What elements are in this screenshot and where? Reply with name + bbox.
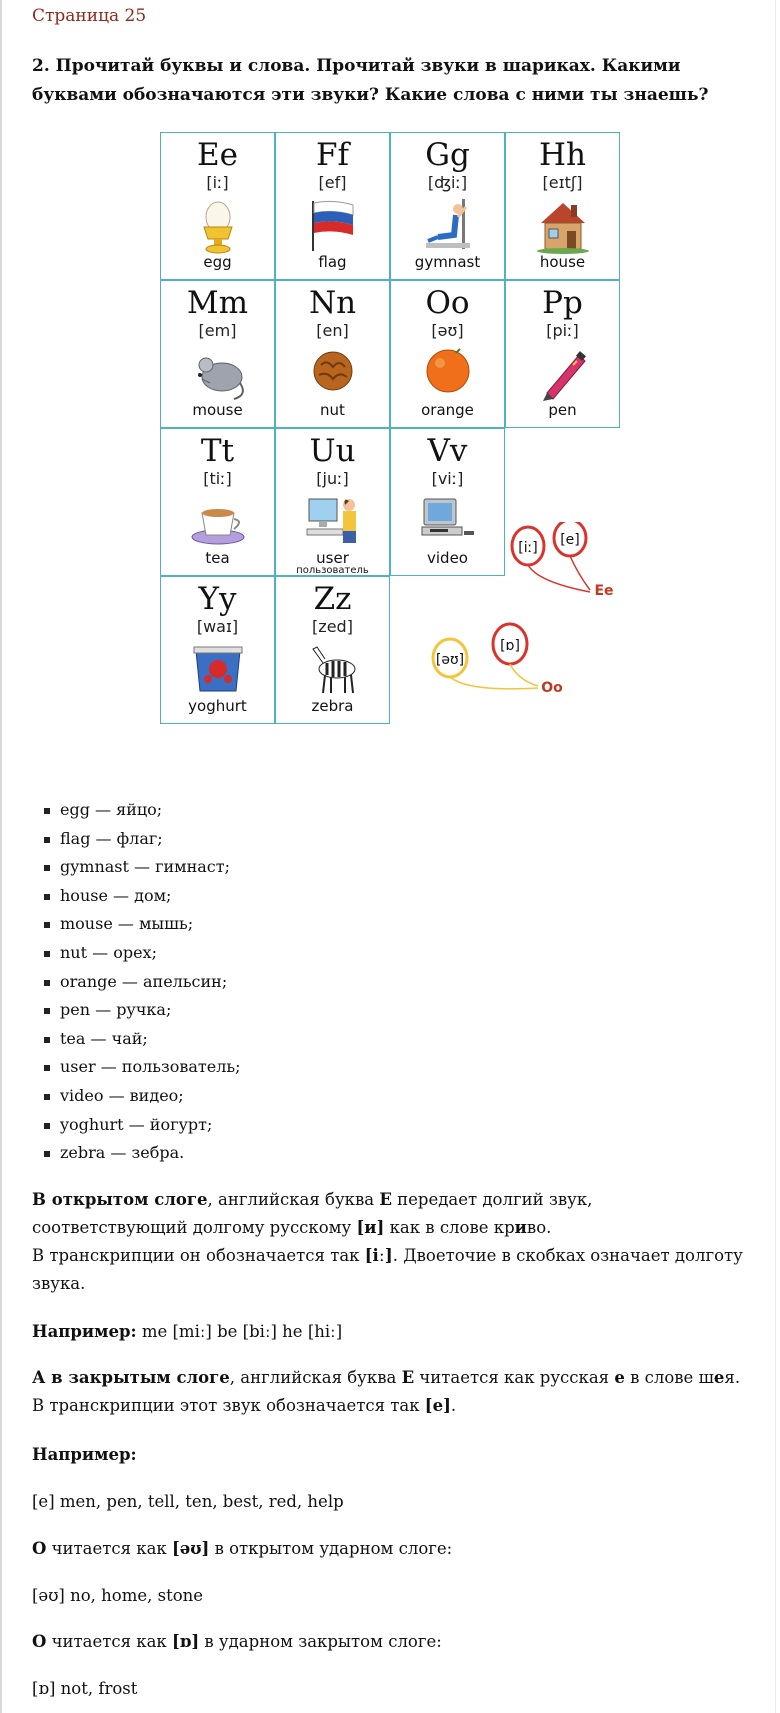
egg-icon (161, 197, 274, 255)
card-word: user (316, 549, 349, 567)
card-m (160, 280, 275, 428)
house-icon (506, 197, 619, 255)
card-word: yoghurt (188, 697, 247, 715)
list-item: nut — орех; (32, 939, 732, 968)
list-item: house — дом; (32, 882, 732, 911)
card-f (275, 132, 390, 280)
list-item: video — видео; (32, 1082, 732, 1111)
card-word: zebra (311, 697, 354, 715)
card-sound: [piː] (546, 321, 579, 340)
card-letters: Nn (308, 285, 357, 321)
mouse-icon (161, 345, 274, 403)
example-open-e: Например: me [miː] be [biː] he [hiː] (32, 1322, 343, 1341)
list-item: pen — ручка; (32, 996, 732, 1025)
card-sound: [viː] (431, 469, 464, 488)
card-letters: Ff (316, 137, 349, 173)
balloons-e-illustration (508, 522, 628, 602)
balloon-short-e-label: [e] (560, 532, 580, 548)
page-label: Страница 25 (32, 6, 147, 26)
card-sound: [iː] (206, 173, 229, 192)
video-icon (391, 493, 504, 551)
card-word: mouse (192, 401, 243, 419)
balloon-long-e-label: [iː] (518, 540, 538, 556)
card-y (160, 576, 275, 724)
rule-open-syllable-e: В открытом слоге, английская буква E передает долгий звук, соответствующий долгому русскому [и] как в слове криво. В транскрипции он обозначается так [iː]. Двоеточие в скобках означает долготу звука. (32, 1190, 743, 1293)
list-item: flag — флаг; (32, 825, 732, 854)
balloons-o-letter: Oo (541, 680, 563, 696)
list-item: tea — чай; (32, 1025, 732, 1054)
tea-icon (161, 493, 274, 551)
balloon-short-o-label: [ɒ] (500, 638, 520, 654)
list-item: orange — апельсин; (32, 968, 732, 997)
card-p (505, 280, 620, 428)
card-v (390, 428, 505, 576)
gymnast-icon (391, 197, 504, 255)
card-letters: Gg (425, 137, 470, 173)
list-item: zebra — зебра. (32, 1139, 732, 1168)
card-h (505, 132, 620, 280)
example-label: Например: (32, 1445, 137, 1464)
right-border (775, 0, 776, 1713)
card-sound: [əʊ] (431, 321, 464, 340)
card-word: tea (205, 549, 230, 567)
card-word: nut (320, 401, 345, 419)
card-z (275, 576, 390, 724)
nut-icon (276, 345, 389, 403)
card-sound: [ʤiː] (427, 173, 468, 192)
user-computer-icon (276, 493, 389, 551)
rule-open-o: О читается как [əʊ] в открытом ударном слоге: (32, 1539, 453, 1558)
example-open-o: [əʊ] no, home, stone (32, 1586, 204, 1605)
card-sound: [en] (316, 321, 349, 340)
yoghurt-icon (161, 641, 274, 699)
list-item: user — пользователь; (32, 1053, 732, 1082)
card-sound: [zed] (312, 617, 353, 636)
card-letters: Mm (186, 285, 249, 321)
card-t (160, 428, 275, 576)
card-sound: [juː] (316, 469, 349, 488)
card-letters: Ee (197, 137, 238, 173)
list-item: mouse — мышь; (32, 910, 732, 939)
card-u (275, 428, 390, 576)
flag-icon (276, 197, 389, 255)
card-letters: Pp (542, 285, 583, 321)
balloons-e-letter: Ee (594, 583, 614, 599)
task-heading: 2. Прочитай буквы и слова. Прочитай звуки в шариках. Какими буквами обозначаются эти звуки? Какие слова с ними ты знаешь? (32, 56, 709, 105)
card-word-translation: пользователь (296, 565, 369, 576)
rule-closed-syllable-e: А в закрытым слоге, английская буква E читается как русская е в слове шея. В транскрипции этот звук обозначается так [e]. (32, 1368, 741, 1415)
card-letters: Yy (198, 581, 237, 617)
example-closed-e: [e] men, pen, tell, ten, best, red, help (32, 1492, 344, 1511)
card-letters: Tt (200, 433, 235, 469)
card-sound: [em] (198, 321, 237, 340)
vocabulary-list (32, 796, 732, 1168)
balloon-long-o-label: [əʊ] (435, 652, 465, 668)
card-letters: Oo (425, 285, 470, 321)
list-item: gymnast — гимнаст; (32, 853, 732, 882)
rule-closed-o: О читается как [ɒ] в ударном закрытом слоге: (32, 1632, 442, 1651)
card-word: egg (203, 253, 232, 271)
left-border (0, 0, 2, 1713)
card-word: video (427, 549, 468, 567)
card-o (390, 280, 505, 428)
card-sound: [eɪtʃ] (542, 173, 583, 192)
list-item: yoghurt — йогурт; (32, 1111, 732, 1140)
card-sound: [waɪ] (196, 617, 239, 636)
card-word: flag (318, 253, 347, 271)
card-word: house (539, 253, 586, 271)
orange-icon (391, 345, 504, 403)
card-word: orange (421, 401, 474, 419)
example-closed-o: [ɒ] not, frost (32, 1679, 138, 1698)
card-letters: Uu (309, 433, 356, 469)
card-sound: [ef] (318, 173, 347, 192)
card-g (390, 132, 505, 280)
balloons-o-illustration (428, 622, 578, 702)
card-word: gymnast (414, 253, 481, 271)
card-n (275, 280, 390, 428)
card-e (160, 132, 275, 280)
card-sound: [tiː] (203, 469, 232, 488)
list-item: egg — яйцо; (32, 796, 732, 825)
pen-icon (506, 345, 619, 403)
card-letters: Vv (427, 433, 468, 469)
card-word: pen (548, 401, 577, 419)
zebra-icon (276, 641, 389, 699)
card-letters: Hh (539, 137, 586, 173)
card-letters: Zz (313, 581, 352, 617)
